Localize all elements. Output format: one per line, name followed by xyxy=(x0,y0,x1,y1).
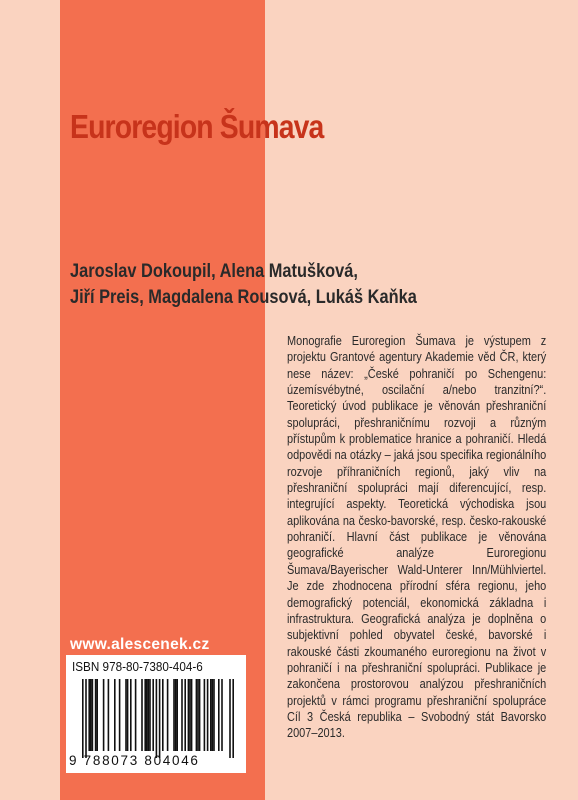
barcode-bar xyxy=(96,679,98,751)
barcode-bar xyxy=(90,679,92,751)
barcode-bar xyxy=(204,679,206,751)
author-list xyxy=(70,258,507,310)
barcode-bar xyxy=(156,679,158,758)
barcode-bar xyxy=(103,679,105,751)
barcode-panel xyxy=(66,655,246,773)
barcode-bar xyxy=(191,679,193,751)
barcode-bar xyxy=(144,679,146,751)
barcode-bar xyxy=(218,679,220,751)
barcode-bar xyxy=(229,679,231,758)
barcode-bar xyxy=(119,679,121,751)
barcode-bar xyxy=(162,679,164,751)
barcode-bar xyxy=(188,679,190,751)
barcode-bar xyxy=(212,679,214,751)
barcode-bar xyxy=(213,679,215,751)
barcode-bar xyxy=(85,679,87,758)
book-description: Monografie Euroregion Šumava je výstupem z projektu Grantové agentury Akademie věd ČR, který nese název: „České pohraničí po Schengenu: územísvébytné, oscilační a/nebo tranzitní?“. Teoretický úvod publikace je věnován přeshraniční spolupráci, přeshraničnímu rozvoji a různým přístupům k problematice hranice a pohraničí. Hledá odpovědi na otázky – jaká jsou specifika regionálního rozvoje příhraničních regionů, jaký vliv na přeshraniční spolupráci mají diferencující, resp. integrující aspekty. Teoretická východiska jsou aplikována na česko-bavorské, resp. česko-rakouské pohraničí. Hlavní část publikace je věnována geografické analýze Euroregionu Šumava/Bayerischer Wald-Unterer Inn/Mühlviertel. Je zde zhodnocena přírodní sféra regionu, jeho demografický potenciál, ekonomická základna i infrastruktura. Geografická analýza je doplněna o subjektivní pohled obyvatel české, bavorské i rakouské části zkoumaného euroregionu na život v pohraničí i na přeshraniční spolupráci. Publikace je zakončena prostorovou analýzou přeshraničních projektů v rámci programu přeshraniční spolupráce Cíl 3 Česká republika – Svobodný stát Bavorsko 2007–2013. xyxy=(287,334,547,741)
publisher-url: www.alescenek.cz xyxy=(70,636,210,653)
barcode-bar xyxy=(125,679,127,751)
barcode-bar xyxy=(146,679,148,751)
barcode-bar xyxy=(175,679,177,751)
barcode-bar xyxy=(108,679,110,751)
barcode-bar xyxy=(189,679,191,751)
barcode-bar xyxy=(114,679,116,751)
isbn-label: ISBN 978-80-7380-404-6 xyxy=(72,659,203,674)
barcode-bar xyxy=(196,679,198,751)
barcode-bar xyxy=(176,679,178,751)
barcode-bar xyxy=(199,679,201,751)
book-title: Euroregion Šumava xyxy=(70,108,324,145)
barcode-bar xyxy=(88,679,90,751)
author-line: Jaroslav Dokoupil, Alena Matušková, xyxy=(70,260,358,282)
barcode-bar xyxy=(141,679,143,751)
barcode-digits: 9 788073 804046 xyxy=(69,753,200,768)
barcode-bar xyxy=(95,679,97,751)
barcode-bar xyxy=(82,679,84,758)
barcode-bar xyxy=(232,679,234,758)
barcode-bar xyxy=(167,679,169,751)
barcode-bar xyxy=(159,679,161,758)
barcode-bar xyxy=(181,679,183,751)
barcode-bar xyxy=(207,679,209,751)
barcode-bar xyxy=(135,679,137,751)
barcode-bar xyxy=(92,679,94,751)
barcode-bar xyxy=(127,679,129,751)
barcode-bar xyxy=(152,679,154,751)
author-line: Jiří Preis, Magdalena Rousová, Lukáš Kaňka xyxy=(70,286,417,308)
barcode-bar xyxy=(149,679,151,751)
barcode-bar xyxy=(197,679,199,751)
barcode-bar xyxy=(184,679,186,751)
barcode-bar xyxy=(130,679,132,751)
barcode-bar xyxy=(148,679,150,751)
barcode-bar xyxy=(221,679,223,751)
barcode-bar xyxy=(173,679,175,751)
barcode-bar xyxy=(210,679,212,751)
